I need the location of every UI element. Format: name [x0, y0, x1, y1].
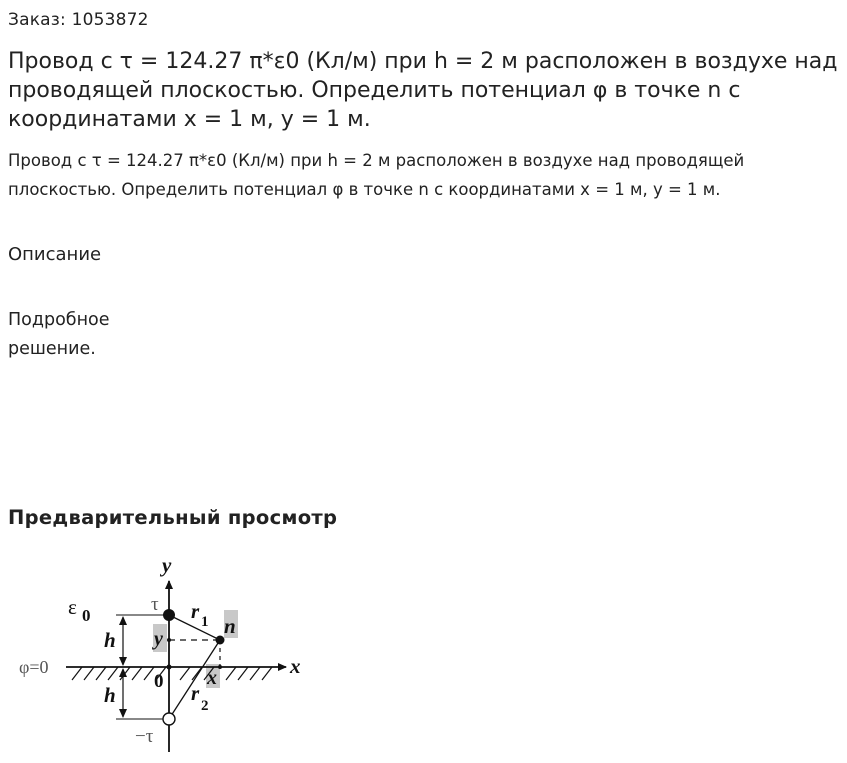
r1-subscript: 1	[201, 614, 209, 630]
detail-text: Подробное решение.	[8, 310, 110, 359]
neg-tau-label: −τ	[135, 726, 154, 747]
preview-heading: Предварительный просмотр	[8, 506, 338, 529]
x-axis-label: x	[290, 654, 301, 678]
point-n-label: n	[224, 614, 236, 638]
order-number: Заказ: 1053872	[8, 10, 149, 30]
task-description: Провод с τ = 124.27 π*ε0 (Кл/м) при h = 2 м расположен в воздухе над проводящей плоскостью. Определить потенциал φ в точке n с координатами x = 1 м, y = 1 м.	[8, 151, 745, 199]
origin-dot	[167, 665, 172, 670]
x-coord-label: x	[207, 667, 217, 689]
y-axis-label: y	[162, 553, 172, 577]
epsilon-label: ε	[68, 595, 77, 619]
tau-label: τ	[151, 594, 159, 615]
h-top-label: h	[104, 628, 116, 652]
epsilon-subscript: 0	[82, 606, 91, 625]
wire-charge	[163, 609, 175, 621]
x-tick-dot	[218, 665, 222, 669]
h-bottom-label: h	[104, 683, 116, 707]
r2-subscript: 2	[201, 698, 209, 714]
ground-hatching	[72, 667, 272, 680]
phi-zero-label: φ=0	[19, 657, 49, 677]
r2-label: r	[191, 681, 200, 705]
problem-diagram	[16, 548, 312, 758]
y-coord-label: y	[154, 628, 163, 650]
image-charge	[163, 713, 175, 725]
y-tick-dot	[167, 638, 171, 642]
origin-label: 0	[154, 671, 164, 692]
preview-figure	[16, 548, 312, 758]
description-heading: Описание	[8, 244, 102, 265]
task-title: Провод с τ = 124.27 π*ε0 (Кл/м) при h = 2 м расположен в воздухе над проводящей плоскостью. Определить потенциал φ в точке n с координатами x = 1 м, y = 1 м.	[8, 49, 838, 132]
r1-label: r	[191, 599, 200, 623]
